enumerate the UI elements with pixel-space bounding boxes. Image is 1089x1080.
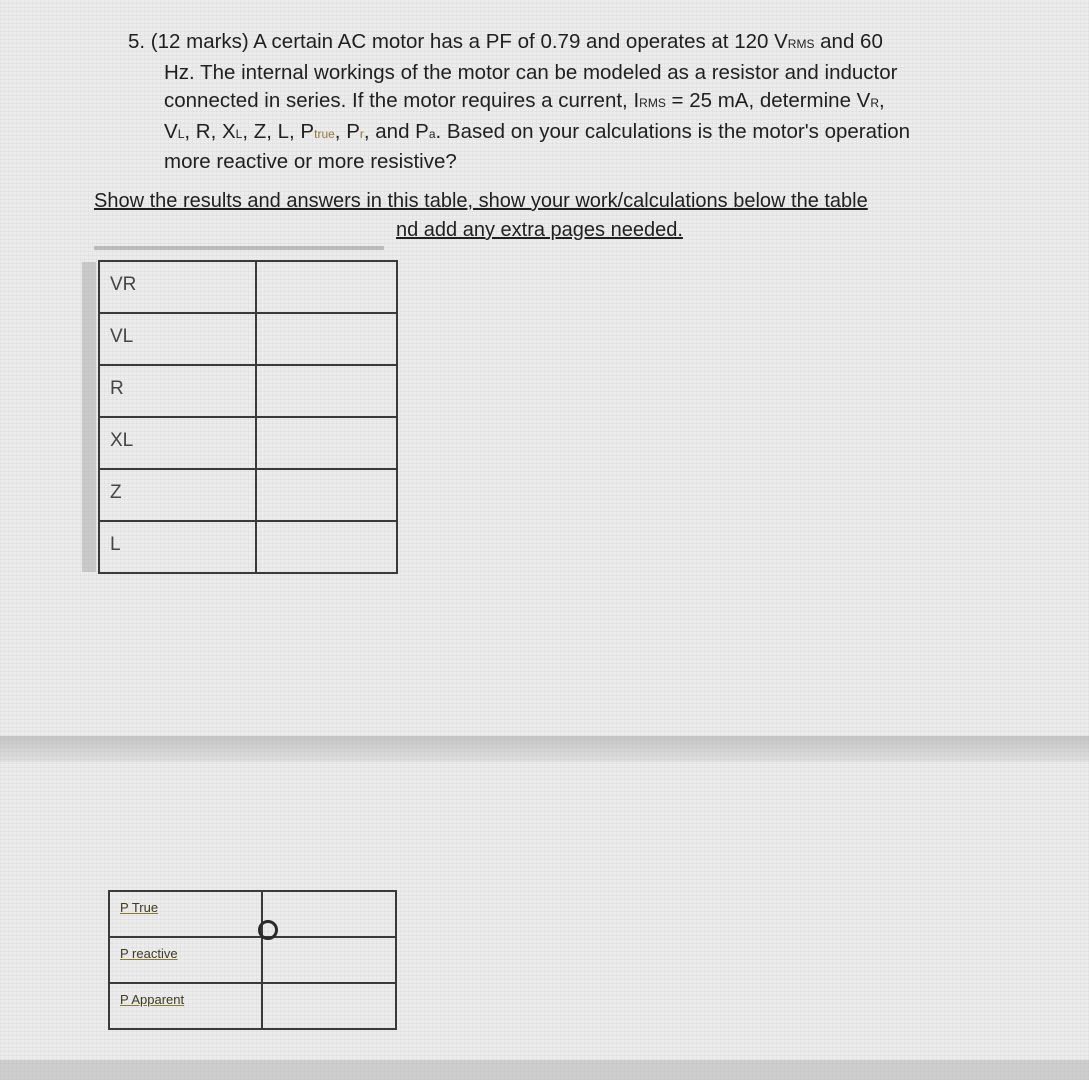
page-bottom-shadow bbox=[0, 1060, 1089, 1080]
question-line-1: 5. (12 marks) A certain AC motor has a PF of 0.79 and operates at 120 VRMS and 60 bbox=[128, 30, 883, 53]
page-fold-shadow bbox=[0, 736, 1089, 762]
row-label-l: L bbox=[99, 521, 256, 573]
answer-cell-z[interactable] bbox=[256, 469, 397, 521]
question-line-5: more reactive or more resistive? bbox=[164, 150, 457, 173]
table-shadow-strip bbox=[82, 262, 96, 572]
table-row bbox=[99, 521, 397, 573]
row-label-r: R bbox=[99, 365, 256, 417]
row-label-p-apparent: P Apparent bbox=[109, 983, 262, 1029]
circle-cursor-icon bbox=[258, 920, 278, 940]
row-label-vl: VL bbox=[99, 313, 256, 365]
row-label-z: Z bbox=[99, 469, 256, 521]
question-line-3: connected in series. If the motor requires a current, IRMS = 25 mA, determine VR, bbox=[164, 89, 885, 112]
instruction-text bbox=[94, 187, 1014, 245]
table-row bbox=[99, 313, 397, 365]
table-row bbox=[99, 365, 397, 417]
row-label-p-reactive: P reactive bbox=[109, 937, 262, 983]
row-label-p-true: P True bbox=[109, 891, 262, 937]
answer-cell-p-reactive[interactable] bbox=[262, 937, 396, 983]
question-text bbox=[128, 28, 1018, 177]
highlight-bar bbox=[94, 246, 384, 250]
table-row bbox=[109, 937, 396, 983]
answer-cell-vl[interactable] bbox=[256, 313, 397, 365]
row-label-xl: XL bbox=[99, 417, 256, 469]
answer-cell-p-true[interactable] bbox=[262, 891, 396, 937]
answer-cell-vr[interactable] bbox=[256, 261, 397, 313]
table-row bbox=[109, 983, 396, 1029]
row-label-vr: VR bbox=[99, 261, 256, 313]
answer-cell-p-apparent[interactable] bbox=[262, 983, 396, 1029]
table-row bbox=[99, 417, 397, 469]
results-table bbox=[98, 260, 398, 574]
table-row bbox=[99, 469, 397, 521]
instruction-line-2: nd add any extra pages needed. bbox=[396, 219, 683, 241]
answer-cell-xl[interactable] bbox=[256, 417, 397, 469]
question-line-4: VL, R, XL, Z, L, Ptrue, Pr, and Pa. Based on your calculations is the motor's operation bbox=[164, 119, 911, 143]
circle-mark bbox=[258, 920, 278, 940]
question-line-2: Hz. The internal workings of the motor can be modeled as a resistor and inductor bbox=[164, 60, 898, 84]
table-row bbox=[109, 891, 396, 937]
table-row bbox=[99, 261, 397, 313]
instruction-line-1: Show the results and answers in this table, show your work/calculations below the table bbox=[94, 190, 868, 212]
answer-cell-l[interactable] bbox=[256, 521, 397, 573]
answer-cell-r[interactable] bbox=[256, 365, 397, 417]
power-table bbox=[108, 890, 397, 1030]
